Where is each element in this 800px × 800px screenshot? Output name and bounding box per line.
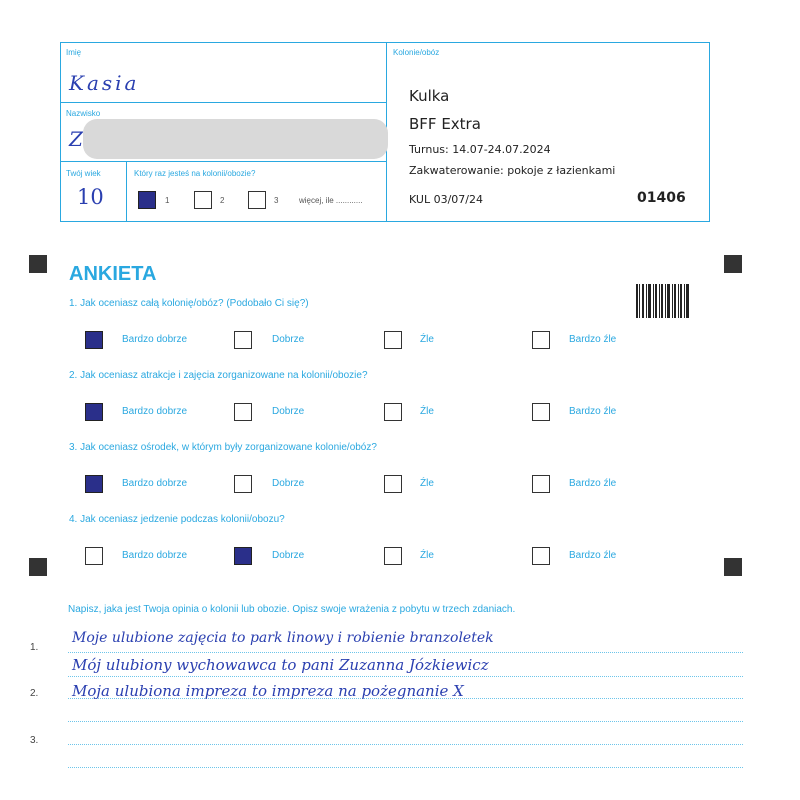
kolonie-name: Kulka — [409, 87, 450, 105]
q3-checkbox-3[interactable] — [384, 475, 402, 493]
q4-checkbox-2[interactable] — [234, 547, 252, 565]
nazwisko-value: Z — [69, 127, 83, 151]
registration-mark-top-left — [29, 255, 47, 273]
q1-option-label-2: Dobrze — [272, 334, 305, 345]
ktory-raz-checkbox-3[interactable] — [248, 191, 266, 209]
q2-option-label-4: Bardzo źle — [569, 406, 617, 417]
q2-checkbox-1[interactable] — [85, 403, 103, 421]
answer-line — [68, 652, 743, 653]
q3-option-label-3: Źle — [420, 478, 434, 489]
q2-checkbox-4[interactable] — [532, 403, 550, 421]
redaction-bar — [83, 119, 388, 159]
imie-value: Kasia — [69, 71, 140, 95]
q4-option-label-4: Bardzo źle — [569, 550, 617, 561]
line-number-1: 1. — [30, 642, 39, 653]
ktory-raz-option-1: 1 — [165, 196, 170, 205]
q3-checkbox-4[interactable] — [532, 475, 550, 493]
q4-option-label-2: Dobrze — [272, 550, 305, 561]
ktory-raz-checkbox-2[interactable] — [194, 191, 212, 209]
opinion-prompt: Napisz, jaka jest Twoja opinia o kolonii lub obozie. Opisz swoje wrażenia z pobytu w trzech zdaniach. — [68, 604, 516, 615]
q1-checkbox-2[interactable] — [234, 331, 252, 349]
turnus: Turnus: 14.07-24.07.2024 — [409, 143, 551, 156]
question-1-text: 1. Jak oceniasz całą kolonię/obóz? (Podobało Ci się?) — [69, 298, 309, 309]
ktory-raz-option-more: więcej, ile ............ — [299, 196, 363, 205]
header-box — [60, 42, 710, 222]
registration-mark-top-right — [724, 255, 742, 273]
ktory-raz-option-3: 3 — [274, 196, 279, 205]
q2-option-label-2: Dobrze — [272, 406, 305, 417]
wiek-value: 10 — [77, 185, 104, 209]
ktory-raz-label: Który raz jesteś na kolonii/obozie? — [134, 169, 256, 178]
wiek-label: Twój wiek — [66, 169, 101, 178]
q1-checkbox-1[interactable] — [85, 331, 103, 349]
zakwaterowanie: Zakwaterowanie: pokoje z łazienkami — [409, 164, 616, 177]
ktory-raz-option-2: 2 — [220, 196, 225, 205]
q3-checkbox-2[interactable] — [234, 475, 252, 493]
answer-line — [68, 744, 743, 745]
line-number-2: 2. — [30, 688, 39, 699]
program-name: BFF Extra — [409, 115, 481, 133]
q1-option-label-4: Bardzo źle — [569, 334, 617, 345]
divider-wiek — [126, 161, 127, 221]
ankieta-title: ANKIETA — [69, 263, 157, 285]
registration-mark-bottom-right — [724, 558, 742, 576]
q4-option-label-3: Źle — [420, 550, 434, 561]
q1-option-label-1: Bardzo dobrze — [122, 334, 188, 345]
q4-checkbox-1[interactable] — [85, 547, 103, 565]
line-number-3: 3. — [30, 735, 39, 746]
q1-checkbox-3[interactable] — [384, 331, 402, 349]
kolonie-label: Kolonie/obóz — [393, 48, 440, 57]
code: KUL 03/07/24 — [409, 193, 483, 206]
answer-line — [68, 721, 743, 722]
form-number: 01406 — [637, 190, 686, 206]
q3-option-label-1: Bardzo dobrze — [122, 478, 188, 489]
answer-text-1: Moje ulubione zajęcia to park linowy i robienie branzoletek — [72, 630, 494, 646]
registration-mark-bottom-left — [29, 558, 47, 576]
ktory-raz-checkbox-1[interactable] — [138, 191, 156, 209]
q3-option-label-4: Bardzo źle — [569, 478, 617, 489]
q4-checkbox-3[interactable] — [384, 547, 402, 565]
answer-line — [68, 767, 743, 768]
divider-imie — [61, 102, 386, 103]
divider-nazwisko — [61, 161, 386, 162]
answer-text-2: Mój ulubiony wychowawca to pani Zuzanna Józkiewicz — [72, 656, 489, 674]
q1-checkbox-4[interactable] — [532, 331, 550, 349]
q3-option-label-2: Dobrze — [272, 478, 305, 489]
q4-checkbox-4[interactable] — [532, 547, 550, 565]
q2-option-label-1: Bardzo dobrze — [122, 406, 188, 417]
q3-checkbox-1[interactable] — [85, 475, 103, 493]
answer-text-3: Moja ulubiona impreza to impreza na pożegnanie X — [72, 682, 464, 700]
q2-checkbox-3[interactable] — [384, 403, 402, 421]
q2-checkbox-2[interactable] — [234, 403, 252, 421]
question-2-text: 2. Jak oceniasz atrakcje i zajęcia zorganizowane na kolonii/obozie? — [69, 370, 368, 381]
barcode-icon — [636, 284, 690, 318]
nazwisko-label: Nazwisko — [66, 109, 101, 118]
q2-option-label-3: Źle — [420, 406, 434, 417]
imie-label: Imię — [66, 48, 82, 57]
question-4-text: 4. Jak oceniasz jedzenie podczas kolonii/obozu? — [69, 514, 285, 525]
q4-option-label-1: Bardzo dobrze — [122, 550, 188, 561]
question-3-text: 3. Jak oceniasz ośrodek, w którym były zorganizowane kolonie/obóz? — [69, 442, 377, 453]
q1-option-label-3: Źle — [420, 334, 434, 345]
answer-line — [68, 676, 743, 677]
